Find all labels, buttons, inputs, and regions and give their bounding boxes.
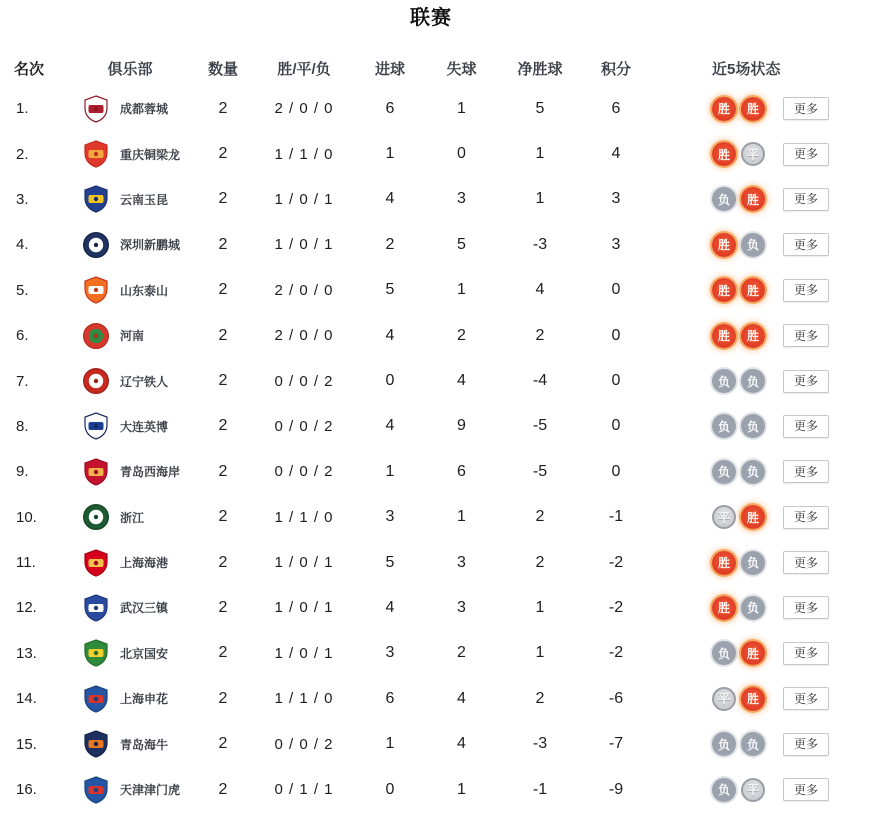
goal-diff-cell: 2	[535, 508, 545, 526]
rank-cell: 5.	[16, 281, 29, 299]
goals-against-cell: 4	[457, 372, 466, 390]
table-row	[0, 631, 890, 676]
last5-cell	[652, 778, 890, 802]
points-cell: -1	[608, 508, 624, 526]
wdl-cell: 2 / 0 / 0	[274, 327, 334, 345]
col-header-played: 数量	[207, 60, 238, 78]
table-row	[0, 495, 890, 540]
form-badge-win: 胜	[741, 505, 765, 529]
goal-diff-cell: 1	[535, 190, 545, 208]
club-cell	[65, 549, 195, 577]
last5-cell	[652, 505, 890, 529]
last5-cell	[652, 142, 890, 166]
col-header-goals-against: 失球	[446, 60, 477, 78]
last5-cell	[652, 369, 890, 393]
form-badge-win: 胜	[741, 687, 765, 711]
last5-cell	[652, 97, 890, 121]
club-cell	[65, 367, 195, 395]
goals-against-cell: 3	[457, 190, 466, 208]
goals-for-cell: 6	[385, 689, 395, 707]
rank-cell: 6.	[16, 327, 29, 345]
goal-diff-cell: 5	[535, 99, 545, 117]
wdl-cell: 0 / 0 / 2	[274, 463, 334, 481]
played-cell: 2	[218, 553, 228, 571]
rank-cell: 10.	[16, 508, 37, 526]
more-button[interactable]: 更多	[783, 97, 829, 120]
points-cell: 6	[611, 99, 621, 117]
wdl-cell: 1 / 0 / 1	[274, 599, 334, 617]
played-cell: 2	[218, 644, 228, 662]
form-badge-draw: 平	[712, 505, 736, 529]
wdl-cell: 1 / 0 / 1	[274, 644, 334, 662]
more-button[interactable]: 更多	[783, 778, 829, 801]
wdl-cell: 1 / 0 / 1	[274, 190, 334, 208]
wdl-cell: 1 / 1 / 0	[274, 508, 334, 526]
goals-for-cell: 0	[385, 780, 395, 798]
goals-against-cell: 1	[457, 99, 466, 117]
club-cell	[65, 322, 195, 350]
played-cell: 2	[218, 508, 228, 526]
form-badge-win: 胜	[712, 97, 736, 121]
wdl-cell: 0 / 1 / 1	[274, 781, 334, 799]
club-name: 青岛海牛	[120, 737, 169, 752]
played-cell: 2	[218, 417, 228, 435]
club-cell	[65, 412, 195, 440]
form-badge-win: 胜	[712, 142, 736, 166]
club-name: 浙江	[120, 510, 145, 525]
goals-for-cell: 3	[385, 508, 395, 526]
club-crest-icon	[82, 140, 110, 168]
played-cell: 2	[218, 326, 228, 344]
last5-cell	[652, 278, 890, 302]
played-cell: 2	[218, 689, 228, 707]
col-header-goals-for: 进球	[374, 60, 405, 78]
club-crest-icon	[82, 231, 110, 259]
goals-for-cell: 1	[385, 735, 395, 753]
col-header-club: 俱乐部	[107, 60, 153, 78]
played-cell: 2	[218, 99, 228, 117]
club-cell	[65, 503, 195, 531]
form-badge-win: 胜	[712, 278, 736, 302]
wdl-cell: 0 / 0 / 2	[274, 372, 334, 390]
goals-for-cell: 3	[385, 644, 395, 662]
played-cell: 2	[218, 598, 228, 616]
club-cell	[65, 685, 195, 713]
form-badge-win: 胜	[741, 97, 765, 121]
club-crest-icon	[82, 276, 110, 304]
more-button[interactable]: 更多	[783, 642, 829, 665]
goals-against-cell: 3	[457, 553, 466, 571]
goal-diff-cell: 4	[535, 281, 545, 299]
goal-diff-cell: -1	[532, 780, 548, 798]
goals-against-cell: 5	[457, 235, 466, 253]
points-cell: -7	[608, 735, 624, 753]
form-badge-loss: 负	[741, 233, 765, 257]
club-name: 青岛西海岸	[120, 465, 181, 480]
goal-diff-cell: -5	[532, 417, 548, 435]
points-cell: 0	[611, 281, 621, 299]
club-name: 河南	[120, 329, 145, 344]
table-row	[0, 86, 890, 131]
more-button[interactable]: 更多	[783, 143, 829, 166]
club-cell	[65, 458, 195, 486]
rank-cell: 2.	[16, 145, 29, 163]
more-button[interactable]: 更多	[783, 370, 829, 393]
goals-against-cell: 1	[457, 780, 466, 798]
goals-against-cell: 2	[457, 326, 466, 344]
last5-cell	[652, 324, 890, 348]
last5-cell	[652, 460, 890, 484]
club-name: 重庆铜梁龙	[120, 147, 181, 162]
goals-against-cell: 2	[457, 644, 466, 662]
more-button[interactable]: 更多	[783, 687, 829, 710]
rank-cell: 11.	[16, 554, 36, 572]
rank-cell: 14.	[16, 690, 37, 708]
table-row	[0, 268, 890, 313]
club-cell	[65, 594, 195, 622]
form-badge-win: 胜	[741, 641, 765, 665]
club-name: 上海申花	[120, 692, 169, 707]
club-crest-icon	[82, 549, 110, 577]
table-row	[0, 449, 890, 494]
form-badge-loss: 负	[712, 369, 736, 393]
club-cell	[65, 276, 195, 304]
club-name: 上海海港	[120, 556, 169, 571]
last5-cell	[652, 641, 890, 665]
rank-cell: 13.	[16, 644, 37, 662]
club-crest-icon	[82, 367, 110, 395]
table-row	[0, 540, 890, 585]
table-row	[0, 131, 890, 176]
goals-for-cell: 5	[385, 553, 395, 571]
points-cell: -2	[608, 553, 624, 571]
goals-against-cell: 3	[457, 598, 466, 616]
club-crest-icon	[82, 95, 110, 123]
table-row	[0, 721, 890, 766]
goals-against-cell: 4	[457, 689, 466, 707]
last5-cell	[652, 414, 890, 438]
goals-against-cell: 0	[457, 145, 466, 163]
form-badge-win: 胜	[712, 233, 736, 257]
points-cell: 0	[611, 462, 621, 480]
form-badge-loss: 负	[712, 778, 736, 802]
wdl-cell: 1 / 0 / 1	[274, 236, 334, 254]
last5-cell	[652, 551, 890, 575]
table-row	[0, 177, 890, 222]
rank-cell: 12.	[16, 599, 37, 617]
goal-diff-cell: 2	[535, 553, 545, 571]
col-header-points: 积分	[600, 60, 631, 78]
club-name: 成都蓉城	[120, 102, 169, 117]
more-button[interactable]: 更多	[783, 188, 829, 211]
club-name: 云南玉昆	[120, 192, 169, 207]
form-badge-win: 胜	[741, 324, 765, 348]
more-button[interactable]: 更多	[783, 233, 829, 256]
more-button[interactable]: 更多	[783, 596, 829, 619]
table-row	[0, 358, 890, 403]
club-name: 武汉三镇	[120, 601, 169, 616]
rank-cell: 15.	[16, 735, 37, 753]
more-button[interactable]: 更多	[783, 460, 829, 483]
played-cell: 2	[218, 235, 228, 253]
table-row	[0, 222, 890, 267]
goals-for-cell: 4	[385, 598, 395, 616]
col-header-goal-diff: 净胜球	[517, 60, 563, 78]
table-row	[0, 585, 890, 630]
form-badge-loss: 负	[741, 369, 765, 393]
points-cell: -9	[608, 780, 624, 798]
club-crest-icon	[82, 412, 110, 440]
club-crest-icon	[82, 594, 110, 622]
last5-cell	[652, 732, 890, 756]
played-cell: 2	[218, 190, 228, 208]
more-button[interactable]: 更多	[783, 279, 829, 302]
club-cell	[65, 231, 195, 259]
goal-diff-cell: -3	[532, 735, 548, 753]
last5-cell	[652, 596, 890, 620]
form-badge-loss: 负	[712, 187, 736, 211]
more-button[interactable]: 更多	[783, 324, 829, 347]
club-name: 大连英博	[120, 419, 169, 434]
points-cell: 3	[611, 235, 621, 253]
col-header-last5: 近5场状态	[712, 60, 781, 78]
form-badge-win: 胜	[712, 551, 736, 575]
club-crest-icon	[82, 685, 110, 713]
col-header-rank: 名次	[14, 60, 45, 78]
form-badge-win: 胜	[741, 187, 765, 211]
wdl-cell: 1 / 1 / 0	[274, 145, 334, 163]
points-cell: -2	[608, 644, 624, 662]
club-crest-icon	[82, 776, 110, 804]
points-cell: 0	[611, 417, 621, 435]
goal-diff-cell: -5	[532, 462, 548, 480]
wdl-cell: 2 / 0 / 0	[274, 281, 334, 299]
table-row	[0, 313, 890, 358]
club-cell	[65, 185, 195, 213]
col-header-wdl: 胜/平/负	[277, 60, 331, 78]
form-badge-draw: 平	[741, 142, 765, 166]
rank-cell: 8.	[16, 417, 29, 435]
form-badge-loss: 负	[741, 414, 765, 438]
played-cell: 2	[218, 462, 228, 480]
more-button[interactable]: 更多	[783, 551, 829, 574]
club-crest-icon	[82, 503, 110, 531]
form-badge-draw: 平	[712, 687, 736, 711]
table-row	[0, 767, 890, 812]
points-cell: 3	[611, 190, 621, 208]
played-cell: 2	[218, 372, 228, 390]
goal-diff-cell: 1	[535, 598, 545, 616]
rank-cell: 3.	[16, 190, 29, 208]
goals-for-cell: 0	[385, 372, 395, 390]
played-cell: 2	[218, 281, 228, 299]
club-name: 深圳新鹏城	[120, 238, 181, 253]
form-badge-loss: 负	[741, 551, 765, 575]
points-cell: 0	[611, 326, 621, 344]
points-cell: 4	[611, 145, 621, 163]
goals-for-cell: 6	[385, 99, 395, 117]
club-cell	[65, 140, 195, 168]
points-cell: -6	[608, 689, 624, 707]
form-badge-loss: 负	[712, 460, 736, 484]
last5-cell	[652, 687, 890, 711]
form-badge-draw: 平	[741, 778, 765, 802]
form-badge-loss: 负	[712, 414, 736, 438]
last5-cell	[652, 233, 890, 257]
wdl-cell: 1 / 1 / 0	[274, 690, 334, 708]
club-cell	[65, 776, 195, 804]
last5-cell	[652, 187, 890, 211]
page-title: 联赛	[410, 7, 452, 29]
club-crest-icon	[82, 185, 110, 213]
wdl-cell: 1 / 0 / 1	[274, 554, 334, 572]
goals-against-cell: 4	[457, 735, 466, 753]
rank-cell: 4.	[16, 236, 29, 254]
goals-for-cell: 1	[385, 462, 395, 480]
goals-against-cell: 9	[457, 417, 466, 435]
club-crest-icon	[82, 458, 110, 486]
played-cell: 2	[218, 145, 228, 163]
goals-against-cell: 1	[457, 281, 466, 299]
form-badge-loss: 负	[741, 596, 765, 620]
goal-diff-cell: 2	[535, 689, 545, 707]
points-cell: 0	[611, 372, 621, 390]
goals-for-cell: 4	[385, 190, 395, 208]
form-badge-loss: 负	[712, 641, 736, 665]
club-crest-icon	[82, 730, 110, 758]
club-crest-icon	[82, 322, 110, 350]
goals-for-cell: 1	[385, 145, 395, 163]
goal-diff-cell: -3	[532, 235, 548, 253]
form-badge-loss: 负	[741, 732, 765, 756]
form-badge-loss: 负	[741, 460, 765, 484]
club-name: 辽宁铁人	[120, 374, 169, 389]
goal-diff-cell: 1	[535, 145, 545, 163]
more-button[interactable]: 更多	[783, 506, 829, 529]
form-badge-win: 胜	[712, 324, 736, 348]
goal-diff-cell: -4	[532, 372, 548, 390]
played-cell: 2	[218, 735, 228, 753]
rank-cell: 7.	[16, 372, 29, 390]
table-row	[0, 676, 890, 721]
rank-cell: 9.	[16, 463, 29, 481]
rank-cell: 16.	[16, 781, 37, 799]
points-cell: -2	[608, 598, 624, 616]
goals-for-cell: 5	[385, 281, 395, 299]
form-badge-win: 胜	[741, 278, 765, 302]
club-name: 天津津门虎	[120, 783, 181, 798]
more-button[interactable]: 更多	[783, 415, 829, 438]
club-cell	[65, 95, 195, 123]
goals-against-cell: 1	[457, 508, 466, 526]
club-name: 山东泰山	[120, 283, 169, 298]
goals-for-cell: 2	[385, 235, 395, 253]
goal-diff-cell: 2	[535, 326, 545, 344]
club-name: 北京国安	[120, 646, 169, 661]
table-row	[0, 404, 890, 449]
more-button[interactable]: 更多	[783, 733, 829, 756]
table-body	[0, 86, 890, 812]
wdl-cell: 2 / 0 / 0	[274, 100, 334, 118]
form-badge-win: 胜	[712, 596, 736, 620]
table-header-row	[0, 50, 890, 86]
goals-against-cell: 6	[457, 462, 466, 480]
wdl-cell: 0 / 0 / 2	[274, 417, 334, 435]
rank-cell: 1.	[16, 100, 29, 118]
played-cell: 2	[218, 780, 228, 798]
club-cell	[65, 730, 195, 758]
form-badge-loss: 负	[712, 732, 736, 756]
goal-diff-cell: 1	[535, 644, 545, 662]
goals-for-cell: 4	[385, 417, 395, 435]
club-crest-icon	[82, 639, 110, 667]
wdl-cell: 0 / 0 / 2	[274, 735, 334, 753]
club-cell	[65, 639, 195, 667]
goals-for-cell: 4	[385, 326, 395, 344]
